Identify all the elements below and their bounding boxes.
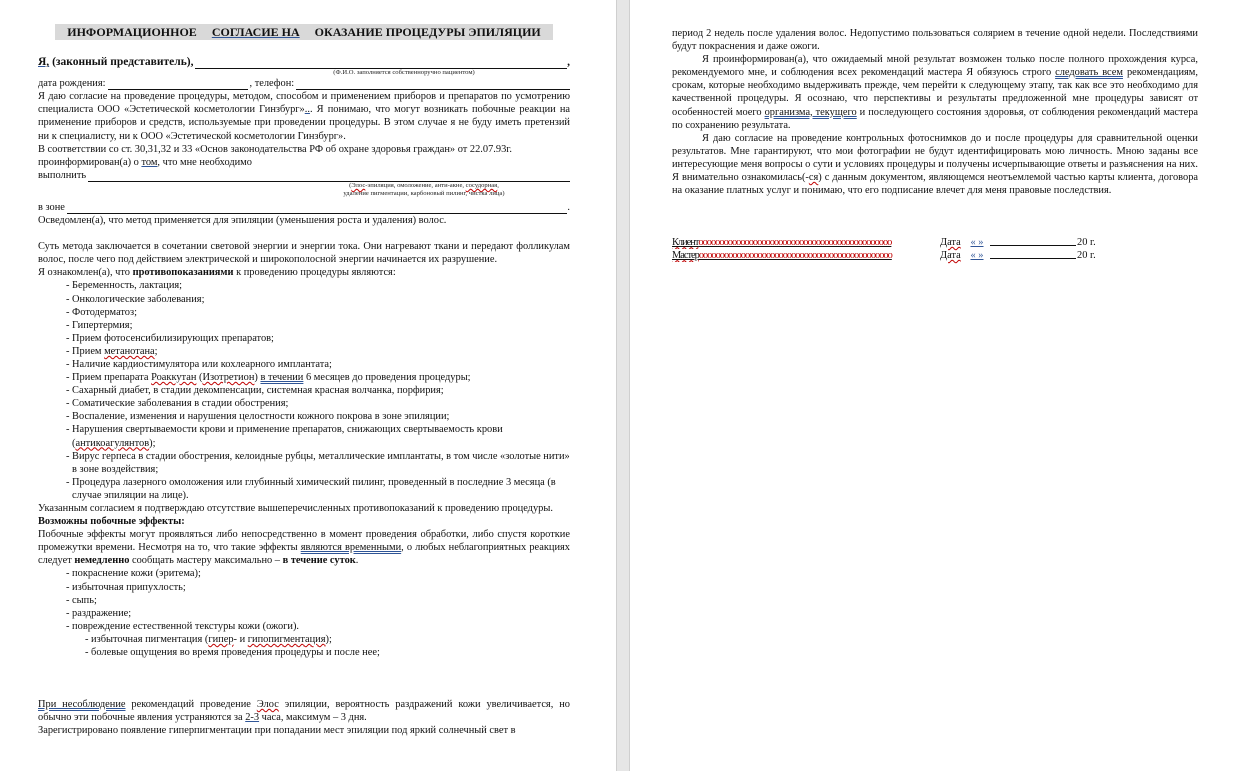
list-item: - повреждение естественной текстуры кожи (ожоги). [66, 620, 300, 632]
list-item: - покраснение кожи (эритема); [66, 568, 201, 580]
side-effects-title: Возможны побочные эффекты: [38, 516, 185, 528]
page-content-right [672, 27, 1198, 262]
list-item: - раздражение; [66, 607, 132, 619]
list-item: - Беременность, лактация; [66, 280, 183, 292]
perform-line: выполнить [38, 169, 570, 182]
dob-phone-line: дата рождения: , телефон: [38, 77, 570, 90]
list-item: - Соматические заболевания в стадии обострения; [66, 398, 289, 410]
list-item: - Нарушения свертываемости крови и применение препаратов, снижающих свертываемость крови (антикоагулянтов); [66, 424, 503, 449]
name-line: Я, (законный представитель), , [38, 56, 570, 69]
zone-line: в зоне . [38, 201, 570, 213]
name-field[interactable] [195, 58, 567, 69]
list-item: - Прием фотосенсибилизирующих препаратов; [66, 332, 274, 344]
acquainted-line: Осведомлен(а), что метод применяется для эпиляции (уменьшения роста и удаления) волос. [38, 215, 447, 227]
procedure-hint: (Элос-эпиляция, омоложение, анти-акне, сосудорная, удаление пигментации, карбоновый пилинг, чистка лица) [343, 181, 505, 197]
list-item: - Фотодерматоз; [66, 306, 137, 318]
list-item: - избыточная пигментация (гипер- и гипопигментация); [85, 633, 332, 645]
confirmation-paragraph: Указанным согласием я подтверждаю отсутствие вышеперечисленных противопоказаний к проведению процедуры. [38, 503, 553, 514]
contraindications-intro: Я ознакомлен(а), что противопоказаниями к проведению процедуры являются: [38, 267, 396, 279]
registered-line: Зарегистрировано появление гиперпигментации при попадании мест эпиляции под яркий солнечный свет в [38, 725, 516, 737]
list-item: - Воспаление, изменения и нарушения целостности кожного покрова в зоне эпиляции; [66, 411, 450, 423]
document-title: ИНФОРМАЦИОННОЕ СОГЛАСИЕ НА ОКАЗАНИЕ ПРОЦЕДУРЫ ЭПИЛЯЦИИ [38, 26, 570, 39]
master-signature-row: Мастерoooooooooooooooooooooooooooooooooooooooooooooo Дата « » 20 г. [672, 250, 1096, 262]
page-gutter [616, 0, 630, 771]
page-content-left [38, 26, 570, 737]
list-item: - Прием метанотана; [66, 345, 158, 357]
consent-paragraph: Я даю согласие на проведение процедуры, методом, способом и применением приборов и препаратов по усмотрению специалиста ООО «Эстетической косметологии Гинзбург»... Я понимаю, что могут возникать побочные реакции на применение приборов и средств, используемые при проведении процедуры. В этом случае я не буду иметь претензий ни к специалисту, ни к ООО «Эстетической косметологии Гинзбург». [38, 91, 570, 142]
list-item: - избыточная припухлость; [66, 581, 186, 593]
document-page-left [0, 0, 616, 771]
result-paragraph: Я проинформирован(а), что ожидаемый мной результат возможен только после полного прохождения курса, рекомендуемого мне, и соблюдения всех рекомендаций мастера Я обязуюсь строго следовать всем рекомендациям, срокам, которые необходимо выдерживать прежде, чем перейти к следующему этапу, так как все это необходимо для качественной процедуры. Я осознаю, что перспективы и результаты предложенной мне процедуры зависят от особенностей моего организма, текущего и последующего состояния здоровья, от соблюдения рекомендаций мастера по сохранению результата. [672, 54, 1199, 131]
master-signature-field[interactable]: Мастерoooooooooooooooooooooooooooooooooooooooooooooo [672, 250, 892, 262]
solarium-paragraph: период 2 недель после удаления волос. Недопустимо пользоваться солярием в течение одной недели. Последствиями будут покраснения и даже ожоги. [672, 28, 1198, 53]
procedure-field[interactable] [88, 171, 570, 182]
fio-hint: (Ф.И.О. заполняется собственноручно пациентом) [333, 69, 475, 77]
master-date-field[interactable] [990, 249, 1076, 259]
client-signature-field[interactable]: Клиентoooooooooooooooooooooooooooooooooooooooooooooo [672, 237, 892, 249]
law-paragraph: В соответствии со ст. 30,31,32 и 33 «Основ законодательства РФ об охране здоровья граждан» от 22.07.93г. [38, 143, 512, 155]
phone-field[interactable] [296, 79, 570, 90]
photo-consent-paragraph: Я даю согласие на проведение контрольных фотоснимков до и после процедуры для сравнительной оценки результатов. Мне гарантируют, что мои фотографии не будут идентифицировать мою личность. Мною заданы все интересующие меня вопросы о сути и условиях процедуры и получены исчерпывающие ответы и разъяснения на них. Я внимательно ознакомилась(-ся) с данным документом, являющемся неотъемлемой частью карты клиента, договора на оказание платных услуг и понимаю, что его подписание влечет для меня правовые последствия. [672, 132, 1199, 197]
list-item: - Сахарный диабет, в стадии декомпенсации, системная красная волчанка, порфирия; [66, 385, 444, 397]
side-effects-paragraph: Побочные эффекты могут проявляться либо непосредственно в момент проведения обработки, либо спустя короткие промежутки времени. Несмотря на то, что такие эффекты являются временными, о любых неблагоприятных реакциях следует немедленно сообщать мастеру максимально – в течение суток. [38, 529, 571, 567]
side-effects-list [38, 567, 570, 659]
list-item: - Онкологические заболевания; [66, 293, 205, 305]
noncompliance-paragraph: При несоблюдение рекомендаций проведение Элос эпиляции, вероятность раздражений кожи увеличивается, но обычно эти побочные явления устраняются за 2-3 часа, максимум – 3 дня. [38, 699, 570, 724]
zone-field[interactable] [67, 203, 567, 214]
list-item: - Вирус герпеса в стадии обострения, келоидные рубцы, металлические имплантаты, в том числе «золотые нити» в зоне воздействия; [66, 450, 570, 475]
dob-field[interactable] [108, 79, 248, 90]
list-item: - Процедура лазерного омоложения или глубинный химический пилинг, проведенный в последние 3 месяца (в случае эпиляции на лице). [66, 476, 556, 501]
list-item: - Прием препарата Роаккутан (Изотретион) в течении 6 месяцев до проведения процедуры; [66, 372, 471, 384]
document-page-right [630, 0, 1237, 771]
client-date-field[interactable] [990, 236, 1076, 246]
list-item: - сыпь; [66, 594, 97, 606]
contraindications-list [38, 279, 570, 502]
client-signature-row: Клиентoooooooooooooooooooooooooooooooooooooooooooooo Дата « » 20 г. [672, 237, 1096, 249]
list-item: - болевые ощущения во время проведения процедуры и после нее; [85, 647, 380, 659]
informed-line: проинформирован(а) о том, что мне необходимо [38, 156, 252, 168]
list-item: - Наличие кардиостимулятора или кохлеарного имплантата; [66, 358, 332, 370]
list-item: - Гипертермия; [66, 319, 133, 331]
method-essence: Суть метода заключается в сочетании световой энергии и энергии тока. Они нагревают ткани и передают фолликулам волос, после чего под действием электрической и широкополосной энергии начинается их разрушение. [38, 241, 570, 266]
